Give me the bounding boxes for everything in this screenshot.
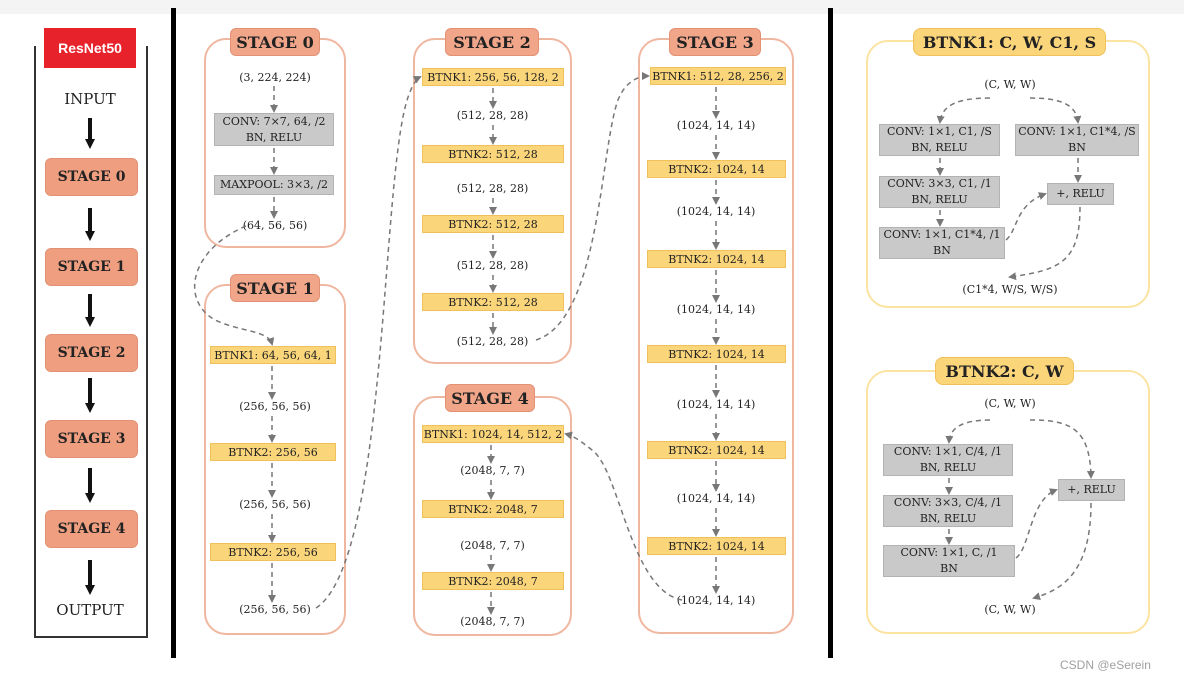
overview-stage-1: STAGE 1: [45, 248, 138, 286]
stage-4-shape-1: (2048, 7, 7): [460, 464, 525, 477]
stage-0-title: STAGE 0: [230, 28, 320, 56]
btnk1-conv1-line2: BN, RELU: [911, 141, 968, 154]
btnk1-title: BTNK1: C, W, C1, S: [913, 28, 1106, 56]
stage-1-shape-1: (256, 56, 56): [239, 400, 311, 413]
btnk1-shortcut-line2: BN: [1068, 141, 1086, 154]
stage-3-block-3: BTNK2: 1024, 14: [647, 250, 786, 268]
stage-4-shape-3: (2048, 7, 7): [460, 615, 525, 628]
btnk2-add-relu-label: +, RELU: [1067, 483, 1116, 496]
btnk2-conv3-line2: BN: [940, 562, 958, 575]
btnk2-conv3-line1: CONV: 1×1, C, /1: [900, 546, 998, 559]
stage-3-block-2: BTNK2: 1024, 14: [647, 160, 786, 178]
stage-3-block-4: BTNK2: 1024, 14: [647, 345, 786, 363]
btnk1-input-shape: (C, W, W): [984, 78, 1036, 91]
overview-stage-2: STAGE 2: [45, 334, 138, 372]
btnk1-conv2-line2: BN, RELU: [911, 193, 968, 206]
btnk2-conv2-line2: BN, RELU: [919, 512, 977, 525]
stage-4-shape-2: (2048, 7, 7): [460, 539, 525, 552]
stage-4-block-1: BTNK1: 1024, 14, 512, 2: [422, 425, 564, 443]
stage-4-title: STAGE 4: [445, 384, 535, 412]
stage-1-title: STAGE 1: [230, 274, 320, 302]
overview-stage-0: STAGE 0: [45, 158, 138, 196]
stage-1-shape-2: (256, 56, 56): [239, 498, 311, 511]
stage-2-shape-3: (512, 28, 28): [456, 259, 529, 272]
stage-4-block-3: BTNK2: 2048, 7: [422, 572, 564, 590]
overview-stage-4: STAGE 4: [45, 510, 138, 548]
btnk2-conv2-line1: CONV: 3×3, C/4, /1: [893, 496, 1003, 509]
stage-2-block-2: BTNK2: 512, 28: [422, 145, 564, 163]
stage-3-shape-5: (1024, 14, 14): [676, 492, 756, 505]
btnk1-conv2-line1: CONV: 3×3, C1, /1: [887, 177, 992, 190]
stage-2-shape-2: (512, 28, 28): [456, 182, 529, 195]
btnk1-shortcut-line1: CONV: 1×1, C1*4, /S: [1018, 125, 1136, 138]
stage-3-block-5: BTNK2: 1024, 14: [647, 441, 786, 459]
overview-title: ResNet50: [44, 28, 136, 68]
btnk2-title: BTNK2: C, W: [935, 357, 1074, 385]
btnk1-conv3-line1: CONV: 1×1, C1*4, /1: [883, 228, 1001, 241]
stage-3-block-6: BTNK2: 1024, 14: [647, 537, 786, 555]
stage-0-input-shape: (3, 224, 224): [239, 71, 311, 84]
btnk2-conv1-line2: BN, RELU: [919, 461, 977, 474]
btnk2-input-shape: (C, W, W): [984, 397, 1036, 410]
btnk-arrows: [940, 98, 1091, 598]
stage-1-block-2: BTNK2: 256, 56: [210, 443, 336, 461]
stage-2-block-1: BTNK1: 256, 56, 128, 2: [422, 68, 564, 86]
stage-2-shape-1: (512, 28, 28): [456, 109, 529, 122]
stage-0-conv-line1: CONV: 7×7, 64, /2: [222, 114, 326, 128]
stage-0-output-shape: (64, 56, 56): [242, 219, 308, 232]
stage-3-shape-3: (1024, 14, 14): [676, 303, 756, 316]
btnk1-conv1-line1: CONV: 1×1, C1, /S: [887, 125, 992, 138]
stage-3-shape-1: (1024, 14, 14): [676, 119, 756, 132]
stage-3-shape-6: (1024, 14, 14): [676, 594, 756, 607]
stage-1-block-3: BTNK2: 256, 56: [210, 543, 336, 561]
watermark-text: CSDN @eSerein: [1060, 658, 1151, 672]
btnk1-add-relu-label: +, RELU: [1056, 187, 1105, 200]
stage-2-title: STAGE 2: [445, 28, 539, 56]
stage-1-block-1: BTNK1: 64, 56, 64, 1: [210, 346, 336, 364]
stage-2-block-4: BTNK2: 512, 28: [422, 293, 564, 311]
btnk1-output-shape: (C1*4, W/S, W/S): [962, 283, 1058, 296]
overview-stage-3: STAGE 3: [45, 420, 138, 458]
btnk1-conv3-line2: BN: [933, 244, 951, 257]
stage-0-maxpool-label: MAXPOOL: 3×3, /2: [220, 178, 328, 191]
stage-2-block-3: BTNK2: 512, 28: [422, 215, 564, 233]
stage-3-shape-2: (1024, 14, 14): [676, 205, 756, 218]
btnk2-output-shape: (C, W, W): [984, 603, 1036, 616]
stage-1-shape-3: (256, 56, 56): [239, 603, 311, 616]
stage-0-conv-line2: BN, RELU: [245, 130, 303, 144]
stage-2-shape-4: (512, 28, 28): [456, 335, 529, 348]
overview-output-label: OUTPUT: [56, 601, 124, 619]
btnk2-conv1-line1: CONV: 1×1, C/4, /1: [893, 445, 1003, 458]
stage-arrows: [195, 76, 716, 613]
stage-3-block-1: BTNK1: 512, 28, 256, 2: [650, 67, 786, 85]
overview-input-label: INPUT: [64, 90, 116, 108]
stage-3-shape-4: (1024, 14, 14): [676, 398, 756, 411]
stage-3-title: STAGE 3: [669, 28, 761, 56]
stage-4-block-2: BTNK2: 2048, 7: [422, 500, 564, 518]
